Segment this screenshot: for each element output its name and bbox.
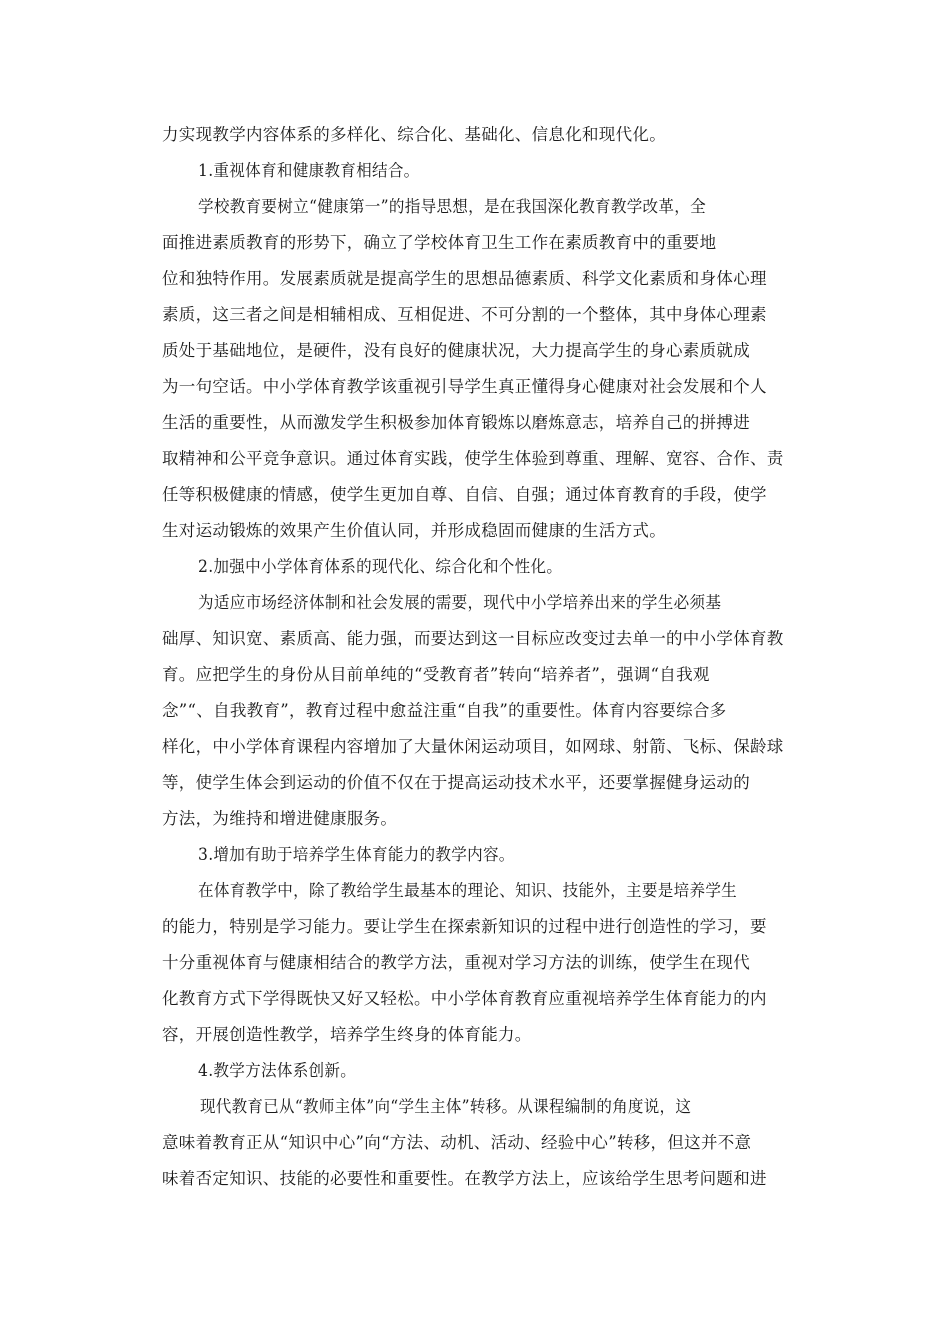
text-line: 位和独特作用。发展素质就是提高学生的思想品德素质、科学文化素质和身体心理 — [162, 269, 767, 288]
text-line: 念”“、自我教育”，教育过程中愈益注重“自我”的重要性。体育内容要综合多 — [162, 701, 727, 720]
text-line: 等，使学生体会到运动的价值不仅在于提高运动技术水平，还要掌握健身运动的 — [162, 773, 750, 792]
text-line: 化教育方式下学得既快又好又轻松。中小学体育教育应重视培养学生体育能力的内 — [162, 989, 767, 1008]
text-line: 在体育教学中，除了教给学生最基本的理论、知识、技能外，主要是培养学生 — [198, 881, 738, 900]
text-line: 质处于基础地位，是硬件，没有良好的健康状况，大力提高学生的身心素质就成 — [162, 341, 750, 360]
text-line: 方法，为维持和增进健康服务。 — [162, 809, 398, 828]
text-line: 十分重视体育与健康相结合的教学方法，重视对学习方法的训练，使学生在现代 — [162, 953, 750, 972]
text-line: 为一句空话。中小学体育教学该重视引导学生真正懂得身心健康对社会发展和个人 — [162, 377, 767, 396]
text-line: 意味着教育正从“知识中心”向“方法、动机、活动、经验中心”转移，但这并不意 — [162, 1133, 752, 1152]
text-line: 味着否定知识、技能的必要性和重要性。在教学方法上，应该给学生思考问题和进 — [162, 1169, 767, 1188]
text-line: 任等积极健康的情感，使学生更加自尊、自信、自强；通过体育教育的手段，使学 — [162, 485, 767, 504]
text-line: 素质，这三者之间是相辅相成、互相促进、不可分割的一个整体，其中身体心理素 — [162, 305, 767, 324]
text-line: 的能力，特别是学习能力。要让学生在探索新知识的过程中进行创造性的学习，要 — [162, 917, 767, 936]
section-heading: 4.教学方法体系创新。 — [198, 1061, 357, 1080]
text-line: 育。应把学生的身份从目前单纯的“受教育者”转向“培养者”，强调“自我观 — [162, 665, 710, 684]
text-line: 取精神和公平竞争意识。通过体育实践，使学生体验到尊重、理解、宽容、合作、责 — [162, 449, 784, 468]
text-line: 为适应市场经济体制和社会发展的需要，现代中小学培养出来的学生必须基 — [198, 593, 722, 612]
text-line: 面推进素质教育的形势下，确立了学校体育卫生工作在素质教育中的重要地 — [162, 233, 717, 252]
text-line: 础厚、知识宽、素质高、能力强，而要达到这一目标应改变过去单一的中小学体育教 — [162, 629, 784, 648]
text-line: 学校教育要树立“健康第一”的指导思想，是在我国深化教育教学改革，全 — [198, 197, 706, 216]
text-line: 生活的重要性，从而激发学生积极参加体育锻炼以磨炼意志，培养自己的拼搏进 — [162, 413, 750, 432]
text-line: 生对运动锻炼的效果产生价值认同，并形成稳固而健康的生活方式。 — [162, 521, 666, 540]
section-heading: 2.加强中小学体育体系的现代化、综合化和个性化。 — [198, 557, 563, 576]
text-line: 容，开展创造性教学，培养学生终身的体育能力。 — [162, 1025, 532, 1044]
section-heading: 1.重视体育和健康教育相结合。 — [198, 161, 420, 180]
text-line: 现代教育已从“教师主体”向“学生主体”转移。从课程编制的角度说，这 — [200, 1097, 692, 1116]
text-line: 力实现教学内容体系的多样化、综合化、基础化、信息化和现代化。 — [162, 125, 666, 144]
text-line: 样化，中小学体育课程内容增加了大量休闲运动项目，如网球、射箭、飞标、保龄球 — [162, 737, 784, 756]
section-heading: 3.增加有助于培养学生体育能力的教学内容。 — [198, 845, 515, 864]
